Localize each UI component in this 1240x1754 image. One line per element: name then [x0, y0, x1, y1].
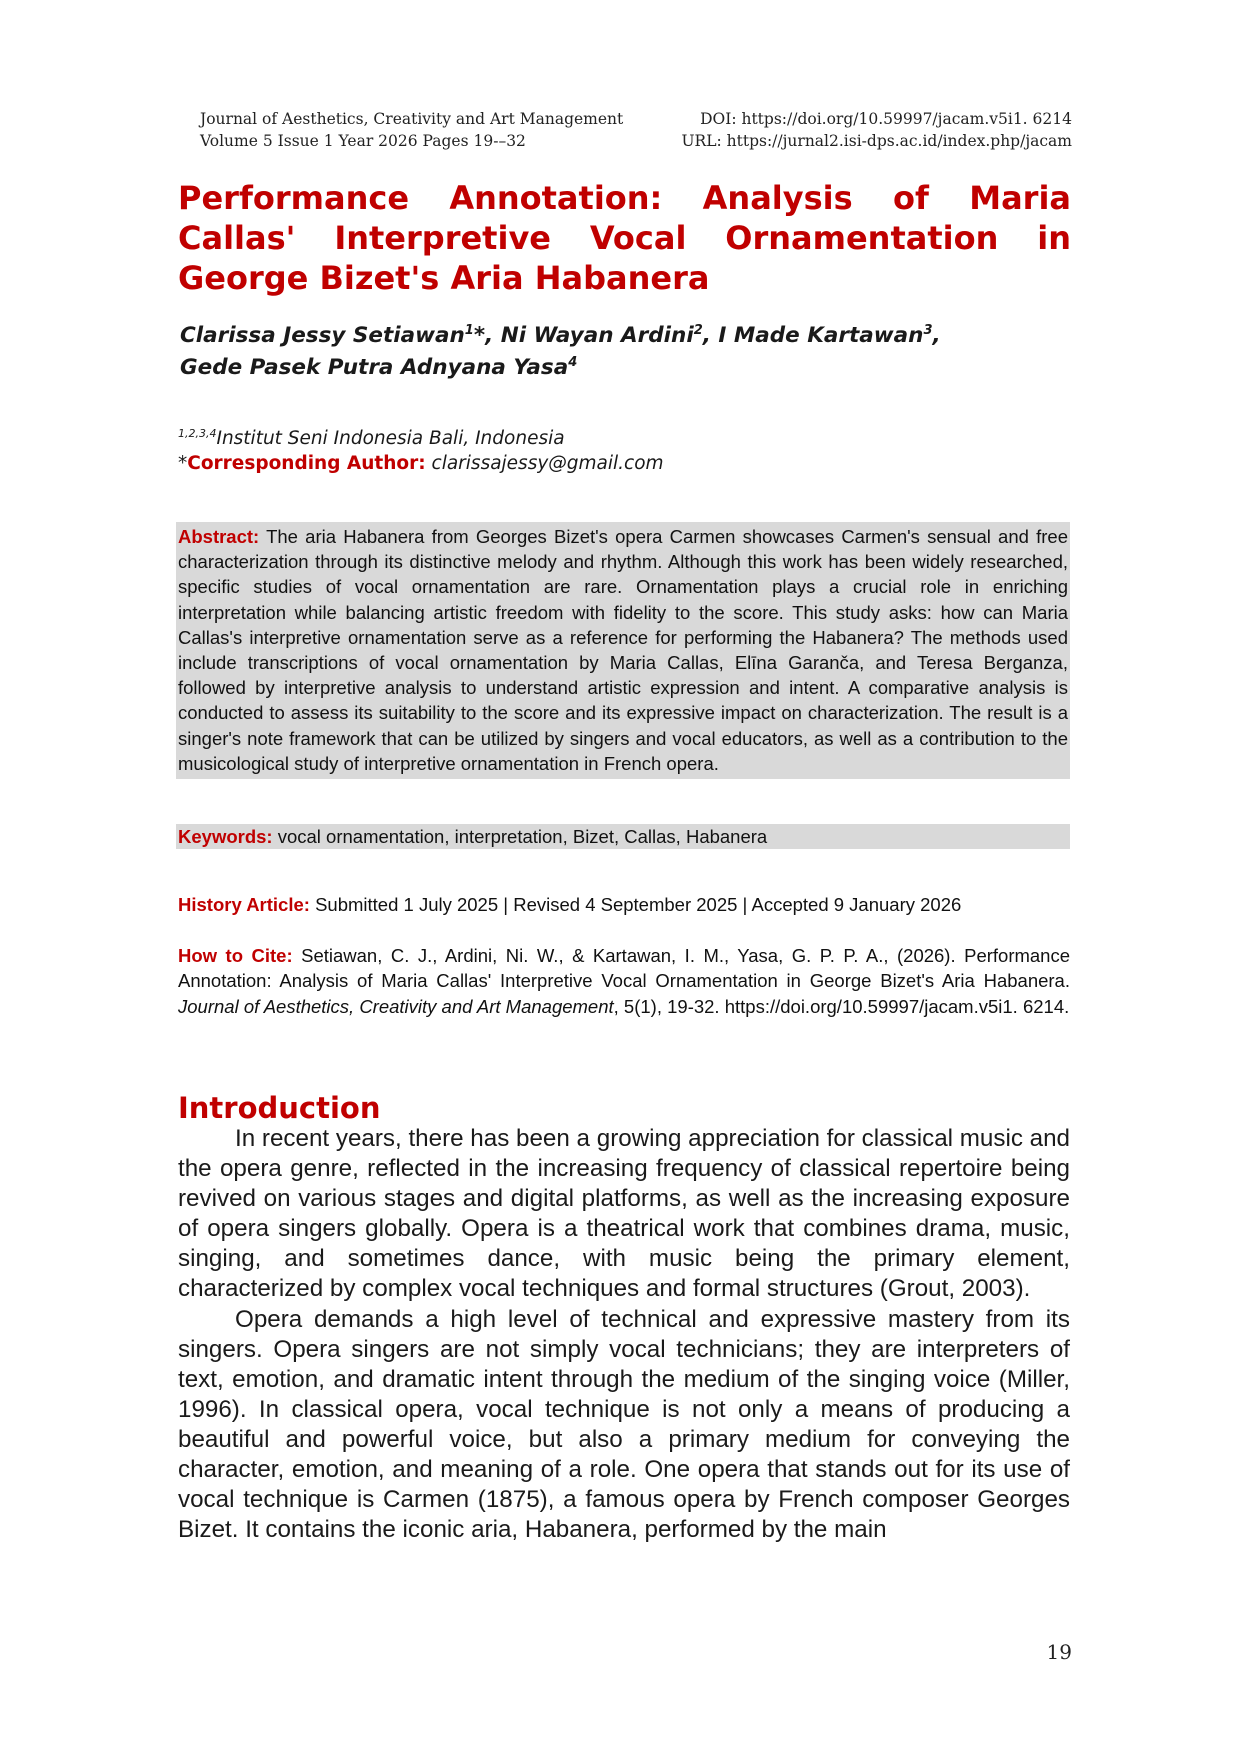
history-label: History Article:: [178, 894, 310, 915]
introduction-body: [178, 1124, 1070, 1545]
article-history: [178, 892, 1070, 917]
cite-journal: Journal of Aesthetics, Creativity and Art Management: [178, 995, 614, 1017]
author-affiliation-mark: 3: [923, 323, 933, 338]
keywords-label: Keywords:: [178, 826, 273, 847]
corresponding-author: [178, 451, 1068, 476]
author-name: Clarissa Jessy Setiawan: [180, 323, 465, 348]
cite-text-end: , 5(1), 19-32. https://doi.org/10.59997/jacam.v5i1. 6214.: [613, 995, 1070, 1017]
journal-name: Journal of Aesthetics, Creativity and Art Management: [200, 110, 624, 128]
corresponding-email[interactable]: clarissajessy@gmail.com: [431, 453, 664, 474]
corresponding-asterisk: *: [178, 453, 188, 474]
author-affiliation-mark: 2: [693, 323, 703, 338]
abstract-text: The aria Habanera from Georges Bizet's opera Carmen showcases Carmen's sensual and free characterization through its distinctive melody and rhythm. Although this work has been widely researched, specific studies of vocal ornamentation are rare. Ornamentation plays a crucial role in enriching interpretation while balancing artistic freedom with fidelity to the score. This study asks: how can Maria Callas's interpretive ornamentation serve as a reference for performing the Habanera? The methods used include transcriptions of vocal ornamentation by Maria Callas, Elīna Garanča, and Teresa Berganza, followed by interpretive analysis to understand artistic expression and intent. A comparative analysis is conducted to assess its suitability to the score and its expressive impact on characterization. The result is a singer's note framework that can be utilized by singers and vocal educators, as well as a contribution to the musicological study of interpretive ornamentation in French opera.: [178, 526, 1069, 774]
volume-info: Volume 5 Issue 1 Year 2026 Pages 19-–32: [200, 132, 526, 150]
introduction-heading: Introduction: [178, 1091, 381, 1125]
body-paragraph: In recent years, there has been a growing appreciation for classical music and the opera genre, reflected in the increasing frequency of classical repertoire being revived on various stages and digital platforms, as well as the increasing exposure of opera singers globally. Opera is a theatrical work that combines drama, music, singing, and sometimes dance, with music being the primary element, characterized by complex vocal techniques and formal structures (Grout, 2003).: [178, 1125, 1070, 1303]
author-name: Ni Wayan Ardini: [500, 323, 694, 348]
abstract-label: Abstract:: [178, 526, 260, 547]
author-name: Gede Pasek Putra Adnyana Yasa: [180, 355, 569, 380]
corresponding-label: Corresponding Author:: [187, 453, 426, 474]
history-text: Submitted 1 July 2025 | Revised 4 September 2025 | Accepted 9 January 2026: [315, 894, 962, 915]
author-name: I Made Kartawan: [718, 323, 924, 348]
author-affiliation-mark: 1: [464, 323, 474, 338]
doi-link[interactable]: DOI: https://doi.org/10.59997/jacam.v5i1. 6214: [700, 110, 1072, 128]
running-header: [200, 108, 1072, 152]
journal-url-link[interactable]: URL: https://jurnal2.isi-dps.ac.id/index.php/jacam: [681, 132, 1072, 150]
author-affiliation-mark: 4: [568, 355, 578, 370]
cite-label: How to Cite:: [178, 945, 293, 966]
body-paragraph: Opera demands a high level of technical and expressive mastery from its singers. Opera singers are not simply vocal technicians; they are interpreters of text, emotion, and dramatic intent through the medium of the singing voice (Miller, 1996). In classical opera, vocal technique is not only a means of producing a beautiful and powerful voice, but also a primary medium for conveying the character, emotion, and meaning of a role. One opera that stands out for its use of vocal technique is Carmen (1875), a famous opera by French composer Georges Bizet. It contains the iconic aria, Habanera, performed by the main: [178, 1305, 1070, 1544]
author-separator: ,: [932, 323, 941, 348]
keywords-box: [176, 824, 1070, 849]
author-separator: ,: [702, 323, 719, 348]
affiliation: [178, 426, 1068, 451]
abstract-box: [176, 522, 1070, 779]
article-title: Performance Annotation: Analysis of Maria Callas' Interpretive Vocal Ornamentation in George Bizet's Aria Habanera: [178, 179, 1071, 297]
page-number: 19: [1046, 1640, 1072, 1664]
author-list: [180, 320, 1070, 384]
author-separator: *,: [473, 323, 501, 348]
affiliation-marks: 1,2,3,4: [178, 427, 217, 440]
cite-text: Setiawan, C. J., Ardini, Ni. W., & Kartawan, I. M., Yasa, G. P. P. A., (2026). Performance Annotation: Analysis of Maria Callas' Interpretive Vocal Ornamentation in George Bizet's Aria Habanera.: [178, 945, 1071, 992]
keywords-text: vocal ornamentation, interpretation, Bizet, Callas, Habanera: [277, 826, 768, 847]
how-to-cite: [178, 943, 1070, 1019]
affiliation-name: Institut Seni Indonesia Bali, Indonesia: [216, 428, 565, 449]
